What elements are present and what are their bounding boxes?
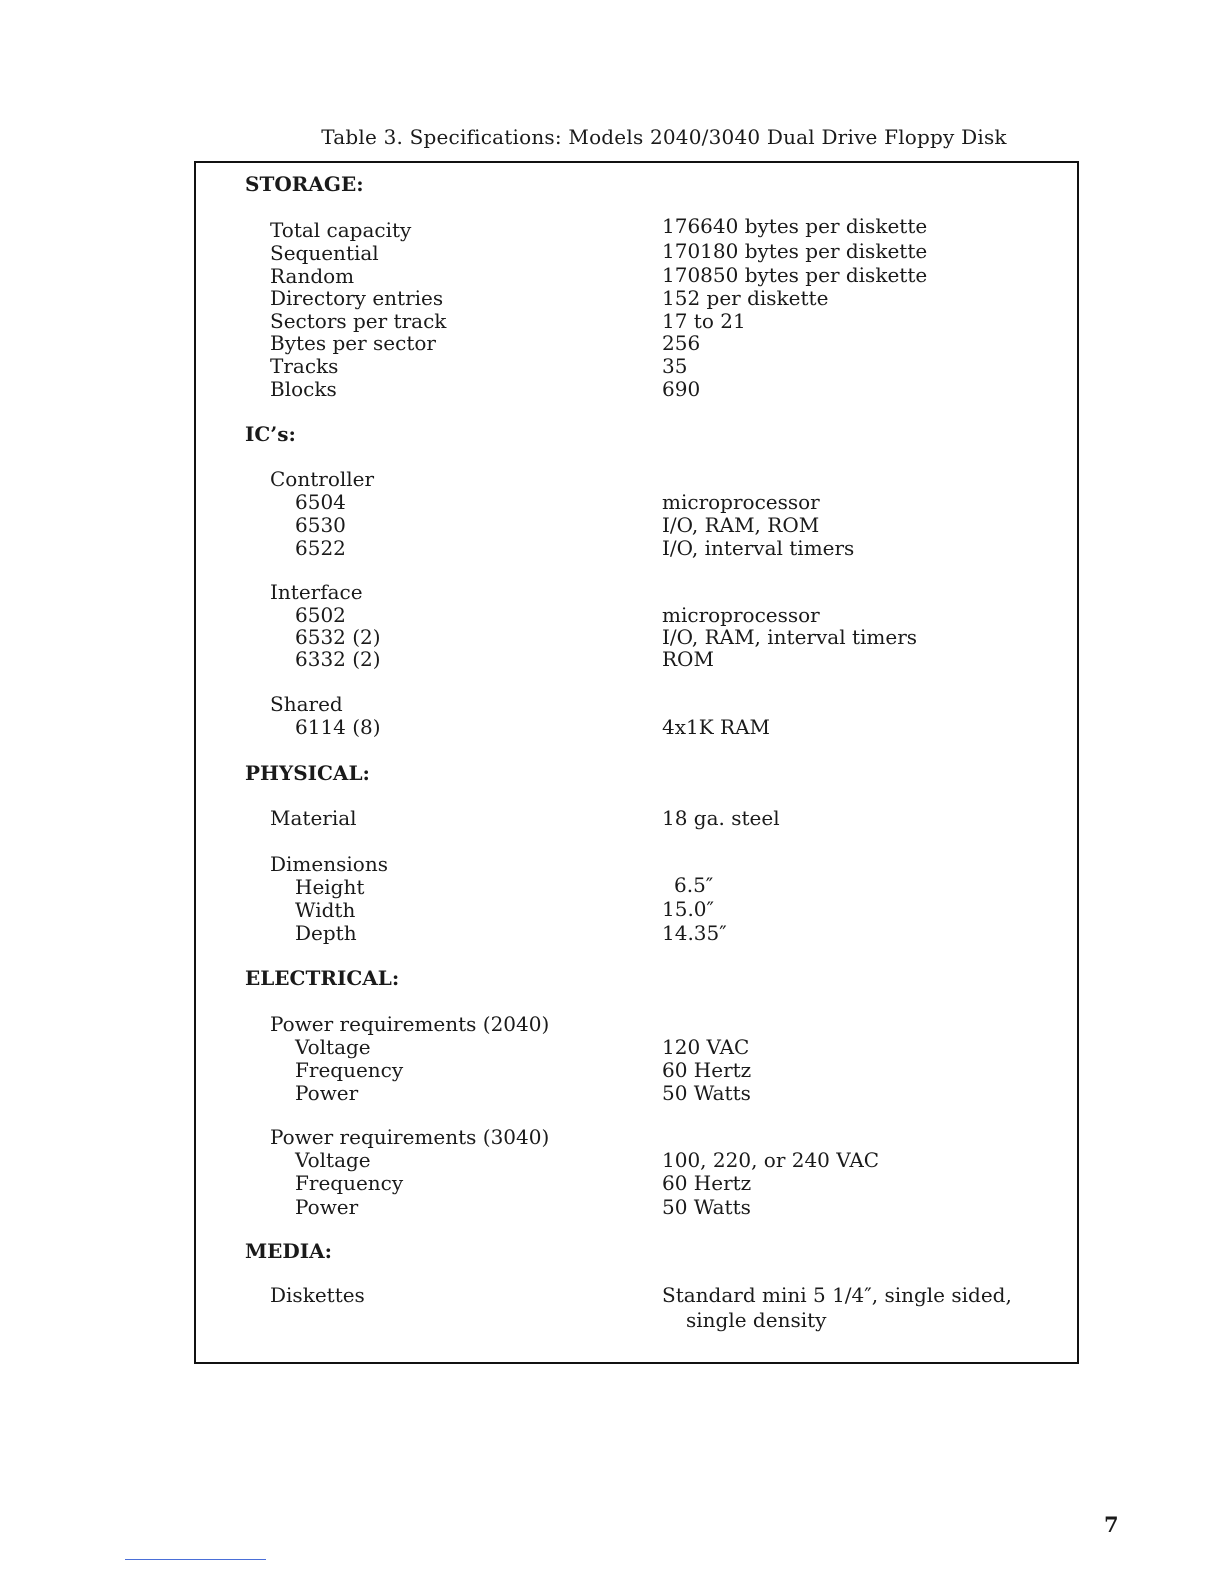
section-heading-storage: STORAGE: (245, 172, 364, 196)
spec-value: 170850 bytes per diskette (662, 263, 928, 287)
spec-value: 17 to 21 (662, 309, 746, 333)
spec-value: microprocessor (662, 603, 820, 627)
section-heading-ics: IC’s: (245, 422, 296, 446)
spec-value: 15.0″ (662, 897, 715, 921)
spec-value: ROM (662, 647, 714, 671)
spec-label: Blocks (270, 377, 337, 401)
spec-label: 6504 (295, 490, 346, 514)
spec-label: Height (295, 875, 365, 899)
spec-label: Power (295, 1195, 359, 1219)
spec-value: I/O, RAM, interval timers (662, 625, 918, 649)
group-label-controller: Controller (270, 467, 375, 491)
spec-label: Material (270, 806, 357, 830)
spec-value: 60 Hertz (662, 1058, 752, 1082)
spec-label: Random (270, 264, 355, 288)
group-label-interface: Interface (270, 580, 363, 604)
spec-label: 6530 (295, 513, 346, 537)
spec-value: 690 (662, 377, 701, 401)
spec-label: 6522 (295, 536, 346, 560)
group-label-power-2040: Power requirements (2040) (270, 1012, 550, 1036)
footnote-rule (125, 1559, 266, 1560)
spec-label: Frequency (295, 1171, 404, 1195)
section-heading-media: MEDIA: (245, 1239, 332, 1263)
spec-value: 50 Watts (662, 1081, 751, 1105)
spec-value: microprocessor (662, 490, 820, 514)
spec-value: 120 VAC (662, 1035, 750, 1059)
spec-value: I/O, RAM, ROM (662, 513, 820, 537)
spec-value: 60 Hertz (662, 1171, 752, 1195)
spec-label: Voltage (295, 1148, 371, 1172)
spec-value: 14.35″ (662, 921, 727, 945)
spec-label: Sectors per track (270, 309, 447, 333)
spec-value-continued: single density (686, 1308, 827, 1332)
spec-value: I/O, interval timers (662, 536, 855, 560)
spec-value: 256 (662, 331, 701, 355)
spec-label: Bytes per sector (270, 331, 436, 355)
spec-value: 18 ga. steel (662, 806, 780, 830)
spec-value: 176640 bytes per diskette (662, 214, 928, 238)
spec-value: Standard mini 5 1/4″, single sided, (662, 1283, 1012, 1307)
group-label-dimensions: Dimensions (270, 852, 388, 876)
spec-label: 6332 (2) (295, 647, 381, 671)
group-label-power-3040: Power requirements (3040) (270, 1125, 550, 1149)
spec-label: Width (295, 898, 356, 922)
table-caption: Table 3. Specifications: Models 2040/3040 Dual Drive Floppy Disk (321, 125, 1007, 149)
spec-value: 4x1K RAM (662, 715, 771, 739)
spec-value: 100, 220, or 240 VAC (662, 1148, 880, 1172)
spec-label: Directory entries (270, 286, 444, 310)
group-label-shared: Shared (270, 692, 343, 716)
section-heading-electrical: ELECTRICAL: (245, 966, 400, 990)
spec-label: Tracks (270, 354, 339, 378)
spec-label: Depth (295, 921, 357, 945)
spec-label: Frequency (295, 1058, 404, 1082)
spec-label: Total capacity (270, 218, 412, 242)
spec-value: 152 per diskette (662, 286, 829, 310)
spec-value: 35 (662, 354, 688, 378)
section-heading-physical: PHYSICAL: (245, 761, 370, 785)
spec-label: Power (295, 1081, 359, 1105)
spec-label: 6532 (2) (295, 625, 381, 649)
spec-label: Diskettes (270, 1283, 365, 1307)
spec-label: Voltage (295, 1035, 371, 1059)
spec-value: 170180 bytes per diskette (662, 239, 928, 263)
spec-label: 6502 (295, 603, 346, 627)
spec-label: 6114 (8) (295, 715, 381, 739)
spec-value: 6.5″ (674, 873, 714, 897)
spec-label: Sequential (270, 241, 379, 265)
page-number: 7 (1104, 1512, 1119, 1537)
spec-value: 50 Watts (662, 1195, 751, 1219)
